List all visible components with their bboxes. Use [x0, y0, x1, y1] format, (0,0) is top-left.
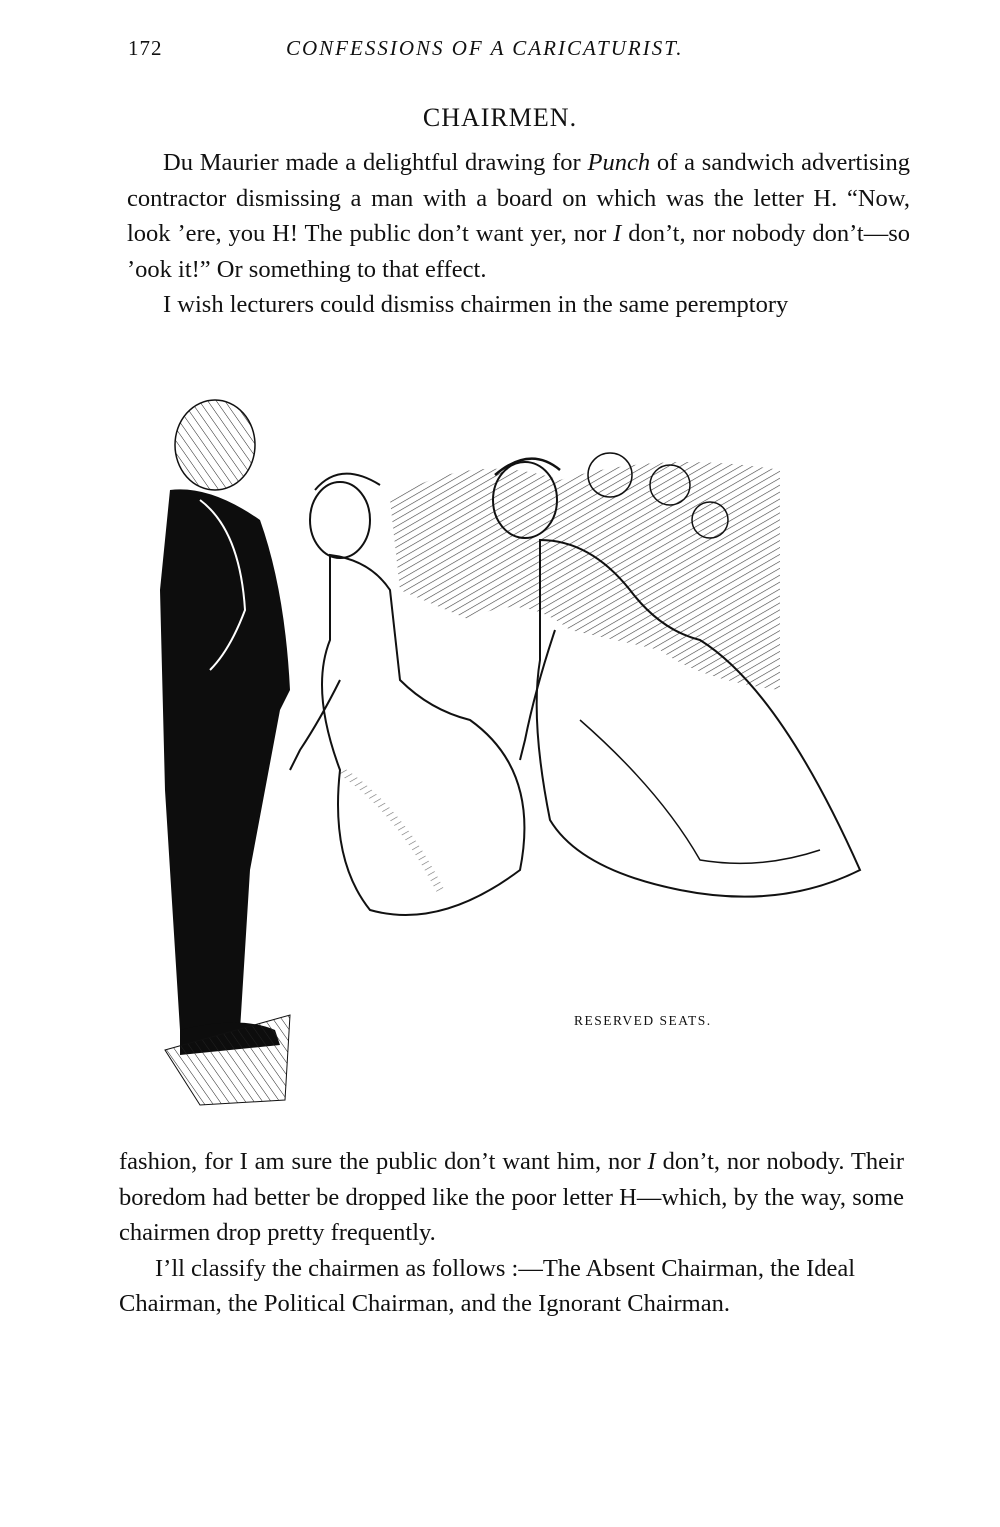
chairman-figure	[160, 400, 290, 1105]
illustration-caption: RESERVED SEATS.	[574, 1013, 712, 1028]
paragraph-classification: I’ll classify the chairmen as follows :—The Absent Chairman, the Ideal Chairman, the Political Chairman, and the Ignorant Chairman.	[119, 1254, 856, 1317]
crowd-background	[390, 453, 780, 690]
running-title: CONFESSIONS OF A CARICATURIST.	[286, 36, 684, 60]
text-block-top	[127, 145, 910, 323]
page-number: 172	[128, 36, 163, 60]
paragraph-du-maurier: Du Maurier made a delightful drawing for Punch of a sandwich advertising contractor dismissing a man with a board on which was the letter H. “Now, look ’ere, you H! The public don’t want yer, nor I don’t, nor nobody don’t—so ’ook it!” Or something to that effect.	[127, 149, 910, 283]
section-heading: CHAIRMEN.	[422, 103, 578, 132]
text-block-bottom	[119, 1144, 904, 1322]
paragraph-lecturers-start: I wish lecturers could dismiss chairmen in the same peremptory	[163, 291, 789, 318]
illustration-reserved-seats	[140, 390, 900, 1110]
running-head	[128, 36, 908, 66]
punch-italic: Punch	[587, 149, 651, 176]
paragraph-lecturers-end: fashion, for I am sure the public don’t want him, nor I don’t, nor nobody. Their boredom had better be dropped like the poor letter H—which, by the way, some chairmen drop pretty frequently.	[119, 1148, 904, 1246]
